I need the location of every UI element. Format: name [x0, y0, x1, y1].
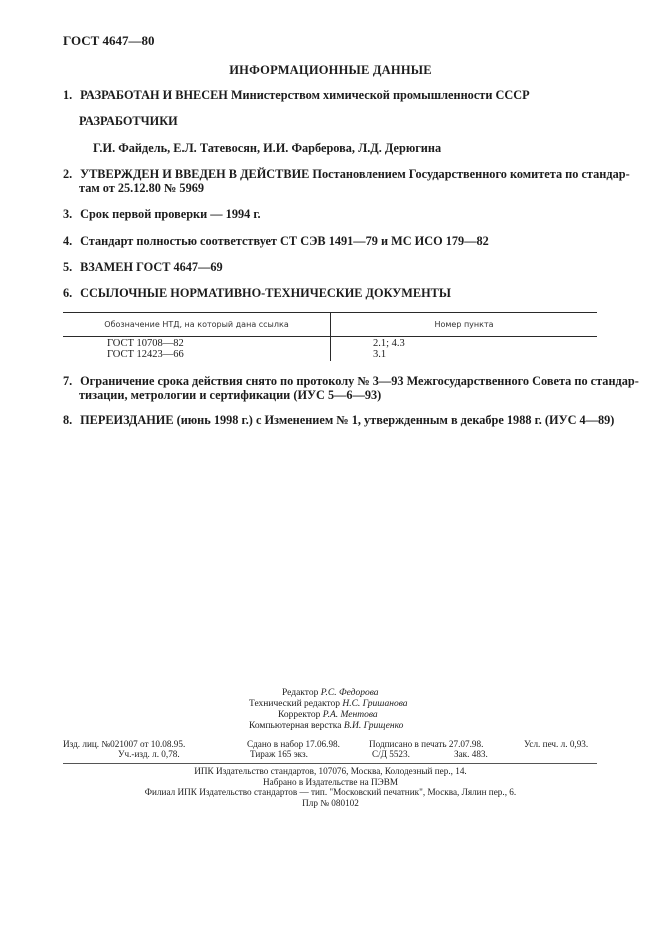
- imprint-name: Р.А. Ментова: [322, 710, 378, 720]
- page-title: ИНФОРМАЦИОННЫЕ ДАННЫЕ: [229, 63, 432, 77]
- imprint-corrector: [278, 710, 378, 720]
- item-number: 6.: [63, 286, 73, 300]
- developers-names: Г.И. Файдель, Е.Л. Татевосян, И.И. Фарберова, Л.Д. Дерюгина: [93, 141, 442, 155]
- item-number: 5.: [63, 260, 73, 274]
- item-2: [63, 167, 630, 182]
- item-text: ССЫЛОЧНЫЕ НОРМАТИВНО-ТЕХНИЧЕСКИЕ ДОКУМЕНТЫ: [80, 286, 451, 300]
- item-text: Срок первой проверки — 1994 г.: [80, 207, 261, 221]
- imprint-label: Редактор: [282, 688, 319, 698]
- table-cell-clause: 2.1; 4.3: [373, 338, 405, 349]
- table-header-doc: Обозначение НТД, на который дана ссылка: [104, 320, 289, 329]
- pub-circulation: Тираж 165 экз.: [250, 749, 308, 759]
- item-number: 2.: [63, 167, 73, 181]
- item-text: ВЗАМЕН ГОСТ 4647—69: [80, 260, 223, 274]
- item-6: [63, 286, 451, 301]
- item-text: ПЕРЕИЗДАНИЕ (июнь 1998 г.) с Изменением № 1, утвержденным в декабре 1988 г. (ИУС 4—89): [80, 413, 615, 427]
- imprint-editor: [282, 688, 379, 698]
- imprint-label: Компьютерная верстка: [249, 721, 342, 731]
- imprint-name: Н.С. Гришанова: [342, 699, 408, 709]
- item-number: 4.: [63, 234, 73, 248]
- item-text: Стандарт полностью соответствует СТ СЭВ 1491—79 и МС ИСО 179—82: [80, 234, 489, 248]
- pub-line-1: ИПК Издательство стандартов, 107076, Москва, Колодезный пер., 14.: [194, 766, 467, 776]
- developers-label: РАЗРАБОТЧИКИ: [79, 114, 178, 128]
- item-number: 3.: [63, 207, 73, 221]
- item-8: [63, 413, 614, 428]
- table-cell-doc: ГОСТ 12423—66: [107, 349, 184, 360]
- pub-line-4: Плр № 080102: [302, 798, 359, 808]
- item-2-continued: там от 25.12.80 № 5969: [79, 181, 205, 195]
- table-cell-doc: ГОСТ 10708—82: [107, 338, 184, 349]
- item-4: [63, 234, 489, 249]
- imprint-layout: [249, 721, 403, 731]
- pub-print-sheets: Усл. печ. л. 0,93.: [524, 739, 589, 749]
- item-5: [63, 260, 223, 275]
- imprint-label: Корректор: [278, 710, 321, 720]
- item-number: 8.: [63, 413, 73, 427]
- footer-rule: [63, 763, 597, 764]
- item-number: 7.: [63, 374, 73, 388]
- item-7: [63, 374, 639, 389]
- imprint-label: Технический редактор: [249, 699, 340, 709]
- pub-sheets: Уч.-изд. л. 0,78.: [118, 749, 180, 759]
- item-text: Ограничение срока действия снято по протоколу № 3—93 Межгосударственного Совета по стандар-: [80, 374, 639, 388]
- pub-line-3: Филиал ИПК Издательство стандартов — тип. "Московский печатник", Москва, Лялин пер., 6.: [144, 787, 517, 797]
- imprint-tech-editor: [249, 699, 408, 709]
- document-code: ГОСТ 4647—80: [63, 33, 155, 48]
- pub-signed: Подписано в печать 27.07.98.: [369, 739, 484, 749]
- item-3: [63, 207, 261, 222]
- pub-order: Зак. 483.: [454, 749, 488, 759]
- item-1: [63, 88, 530, 103]
- item-7-continued: тизации, метрологии и сертификации (ИУС 5—6—93): [79, 388, 382, 402]
- pub-line-2: Набрано в Издательстве на ПЭВМ: [262, 777, 399, 787]
- pub-sd: С/Д 5523.: [372, 749, 410, 759]
- table-header-clause: Номер пункта: [434, 320, 494, 329]
- item-text: РАЗРАБОТАН И ВНЕСЕН Министерством химической промышленности СССР: [80, 88, 530, 102]
- pub-typeset: Сдано в набор 17.06.98.: [247, 739, 340, 749]
- imprint-name: Р.С. Федорова: [320, 688, 379, 698]
- item-number: 1.: [63, 88, 73, 102]
- pub-license: Изд. лиц. №021007 от 10.08.95.: [63, 739, 186, 749]
- table-cell-clause: 3.1: [373, 349, 387, 360]
- item-text: УТВЕРЖДЕН И ВВЕДЕН В ДЕЙСТВИЕ Постановлением Государственного комитета по стандар-: [80, 167, 630, 181]
- imprint-name: В.И. Грищенко: [343, 721, 404, 731]
